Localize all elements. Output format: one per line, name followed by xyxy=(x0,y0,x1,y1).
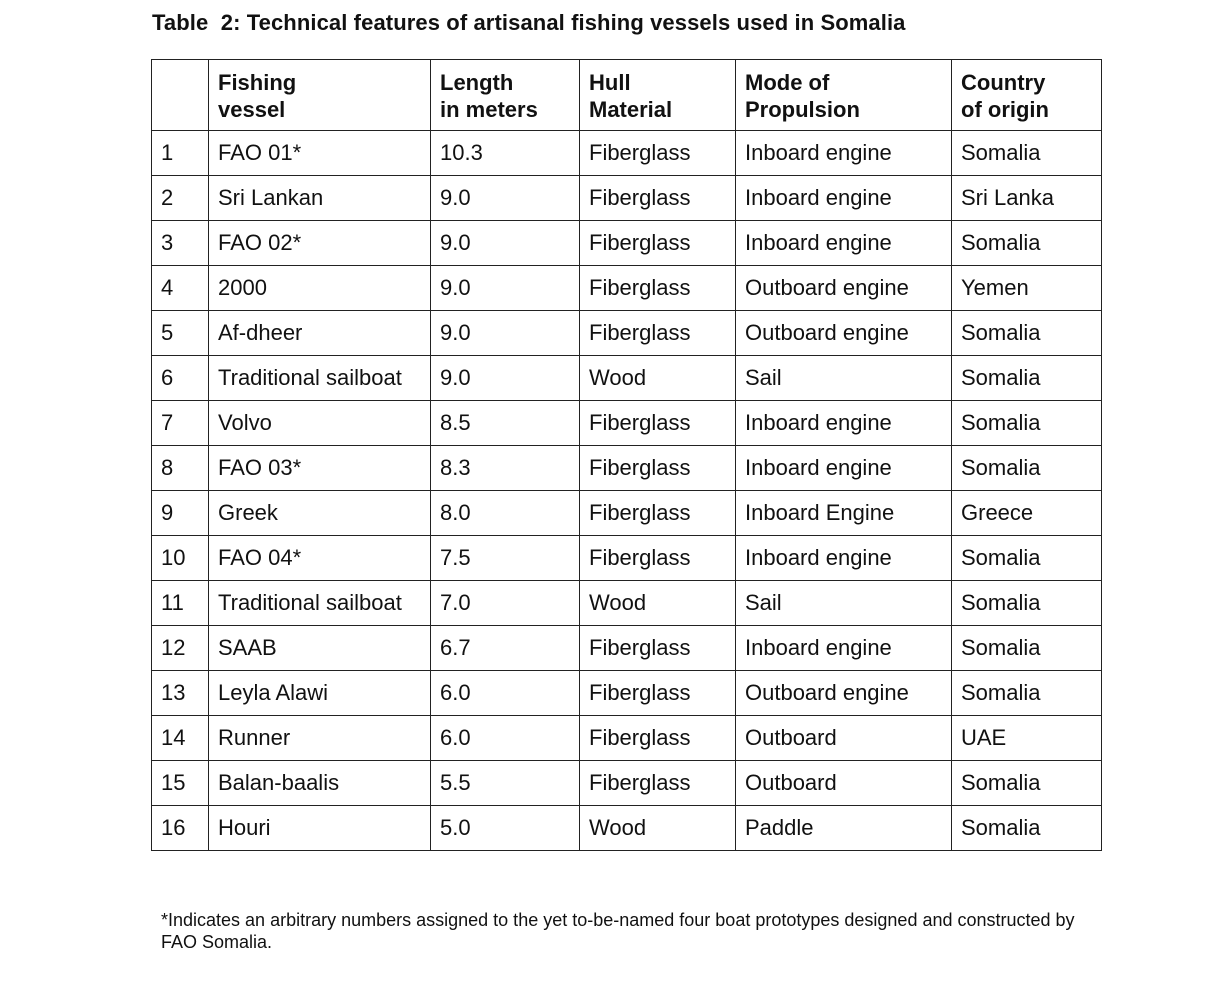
table-row xyxy=(152,266,1102,311)
header-line: Propulsion xyxy=(745,97,860,122)
header-line: Hull xyxy=(589,70,631,95)
propulsion-cell: Sail xyxy=(736,581,952,626)
propulsion-cell: Inboard Engine xyxy=(736,491,952,536)
propulsion-cell: Outboard engine xyxy=(736,266,952,311)
table-row xyxy=(152,581,1102,626)
vessel-name-cell: Volvo xyxy=(209,401,431,446)
length-cell: 6.0 xyxy=(431,716,580,761)
vessel-name-cell: Traditional sailboat xyxy=(209,356,431,401)
row-number: 6 xyxy=(152,356,209,401)
hull-material-cell: Fiberglass xyxy=(580,716,736,761)
country-of-origin-cell: Somalia xyxy=(952,311,1102,356)
table-row xyxy=(152,401,1102,446)
vessel-name-cell: Sri Lankan xyxy=(209,176,431,221)
table-caption: Table 2: Technical features of artisanal fishing vessels used in Somalia xyxy=(152,10,906,35)
country-of-origin-cell: Somalia xyxy=(952,401,1102,446)
header-line: Length xyxy=(440,70,514,95)
length-cell: 8.3 xyxy=(431,446,580,491)
propulsion-cell: Inboard engine xyxy=(736,536,952,581)
length-cell: 9.0 xyxy=(431,356,580,401)
hull-material-cell: Fiberglass xyxy=(580,266,736,311)
country-of-origin-cell: Greece xyxy=(952,491,1102,536)
row-number: 14 xyxy=(152,716,209,761)
table-row xyxy=(152,221,1102,266)
country-of-origin-cell: Somalia xyxy=(952,581,1102,626)
propulsion-cell: Paddle xyxy=(736,806,952,851)
table-header xyxy=(152,60,1102,131)
row-number: 9 xyxy=(152,491,209,536)
header-country-of-origin xyxy=(952,60,1102,131)
header-propulsion xyxy=(736,60,952,131)
country-of-origin-cell: Somalia xyxy=(952,626,1102,671)
vessel-name-cell: FAO 03* xyxy=(209,446,431,491)
country-of-origin-cell: Somalia xyxy=(952,221,1102,266)
hull-material-cell: Wood xyxy=(580,356,736,401)
header-number xyxy=(152,60,209,131)
header-row xyxy=(152,60,1102,131)
header-line: Fishing xyxy=(218,70,297,95)
header-line: Mode of xyxy=(745,70,830,95)
vessel-name-cell: Traditional sailboat xyxy=(209,581,431,626)
table-row xyxy=(152,761,1102,806)
propulsion-cell: Outboard xyxy=(736,761,952,806)
header-length xyxy=(431,60,580,131)
header-line: Country xyxy=(961,70,1046,95)
length-cell: 9.0 xyxy=(431,266,580,311)
hull-material-cell: Fiberglass xyxy=(580,536,736,581)
country-of-origin-cell: Somalia xyxy=(952,806,1102,851)
hull-material-cell: Wood xyxy=(580,806,736,851)
table-body xyxy=(152,131,1102,851)
table-row xyxy=(152,131,1102,176)
row-number: 2 xyxy=(152,176,209,221)
vessel-name-cell: FAO 02* xyxy=(209,221,431,266)
vessel-name-cell: FAO 04* xyxy=(209,536,431,581)
header-line: vessel xyxy=(218,97,286,122)
vessel-name-cell: FAO 01* xyxy=(209,131,431,176)
hull-material-cell: Fiberglass xyxy=(580,401,736,446)
vessel-name-cell: SAAB xyxy=(209,626,431,671)
country-of-origin-cell: Somalia xyxy=(952,761,1102,806)
hull-material-cell: Wood xyxy=(580,581,736,626)
table-row xyxy=(152,716,1102,761)
table-row xyxy=(152,491,1102,536)
hull-material-cell: Fiberglass xyxy=(580,761,736,806)
length-cell: 8.0 xyxy=(431,491,580,536)
vessel-name-cell: Leyla Alawi xyxy=(209,671,431,716)
hull-material-cell: Fiberglass xyxy=(580,131,736,176)
vessel-name-cell: 2000 xyxy=(209,266,431,311)
length-cell: 9.0 xyxy=(431,176,580,221)
length-cell: 6.7 xyxy=(431,626,580,671)
country-of-origin-cell: Somalia xyxy=(952,446,1102,491)
length-cell: 7.0 xyxy=(431,581,580,626)
table-row xyxy=(152,356,1102,401)
table-footnote: *Indicates an arbitrary numbers assigned to the yet to-be-named four boat prototypes designed and constructed by FAO Somalia. xyxy=(161,910,1075,952)
hull-material-cell: Fiberglass xyxy=(580,311,736,356)
country-of-origin-cell: Sri Lanka xyxy=(952,176,1102,221)
vessel-name-cell: Runner xyxy=(209,716,431,761)
length-cell: 8.5 xyxy=(431,401,580,446)
propulsion-cell: Inboard engine xyxy=(736,626,952,671)
country-of-origin-cell: Somalia xyxy=(952,671,1102,716)
table-row xyxy=(152,311,1102,356)
country-of-origin-cell: Somalia xyxy=(952,536,1102,581)
propulsion-cell: Outboard xyxy=(736,716,952,761)
hull-material-cell: Fiberglass xyxy=(580,491,736,536)
header-line: in meters xyxy=(440,97,538,122)
row-number: 4 xyxy=(152,266,209,311)
vessel-name-cell: Af-dheer xyxy=(209,311,431,356)
length-cell: 7.5 xyxy=(431,536,580,581)
vessel-name-cell: Greek xyxy=(209,491,431,536)
length-cell: 5.0 xyxy=(431,806,580,851)
row-number: 11 xyxy=(152,581,209,626)
hull-material-cell: Fiberglass xyxy=(580,176,736,221)
header-line: of origin xyxy=(961,97,1049,122)
row-number: 15 xyxy=(152,761,209,806)
row-number: 8 xyxy=(152,446,209,491)
vessel-name-cell: Houri xyxy=(209,806,431,851)
header-fishing-vessel xyxy=(209,60,431,131)
vessel-name-cell: Balan-baalis xyxy=(209,761,431,806)
hull-material-cell: Fiberglass xyxy=(580,446,736,491)
table-row xyxy=(152,536,1102,581)
table-row xyxy=(152,446,1102,491)
fishing-vessels-table xyxy=(151,59,1102,851)
propulsion-cell: Inboard engine xyxy=(736,176,952,221)
hull-material-cell: Fiberglass xyxy=(580,626,736,671)
row-number: 3 xyxy=(152,221,209,266)
length-cell: 9.0 xyxy=(431,221,580,266)
propulsion-cell: Inboard engine xyxy=(736,401,952,446)
length-cell: 10.3 xyxy=(431,131,580,176)
table-row xyxy=(152,806,1102,851)
header-line: Material xyxy=(589,97,673,122)
header-hull-material xyxy=(580,60,736,131)
length-cell: 5.5 xyxy=(431,761,580,806)
country-of-origin-cell: Somalia xyxy=(952,131,1102,176)
length-cell: 9.0 xyxy=(431,311,580,356)
propulsion-cell: Inboard engine xyxy=(736,131,952,176)
row-number: 16 xyxy=(152,806,209,851)
row-number: 1 xyxy=(152,131,209,176)
table-row xyxy=(152,176,1102,221)
hull-material-cell: Fiberglass xyxy=(580,671,736,716)
propulsion-cell: Inboard engine xyxy=(736,221,952,266)
row-number: 10 xyxy=(152,536,209,581)
row-number: 7 xyxy=(152,401,209,446)
propulsion-cell: Inboard engine xyxy=(736,446,952,491)
country-of-origin-cell: Yemen xyxy=(952,266,1102,311)
country-of-origin-cell: UAE xyxy=(952,716,1102,761)
hull-material-cell: Fiberglass xyxy=(580,221,736,266)
table-row xyxy=(152,671,1102,716)
row-number: 5 xyxy=(152,311,209,356)
row-number: 12 xyxy=(152,626,209,671)
table-row xyxy=(152,626,1102,671)
propulsion-cell: Outboard engine xyxy=(736,671,952,716)
propulsion-cell: Sail xyxy=(736,356,952,401)
length-cell: 6.0 xyxy=(431,671,580,716)
country-of-origin-cell: Somalia xyxy=(952,356,1102,401)
row-number: 13 xyxy=(152,671,209,716)
propulsion-cell: Outboard engine xyxy=(736,311,952,356)
